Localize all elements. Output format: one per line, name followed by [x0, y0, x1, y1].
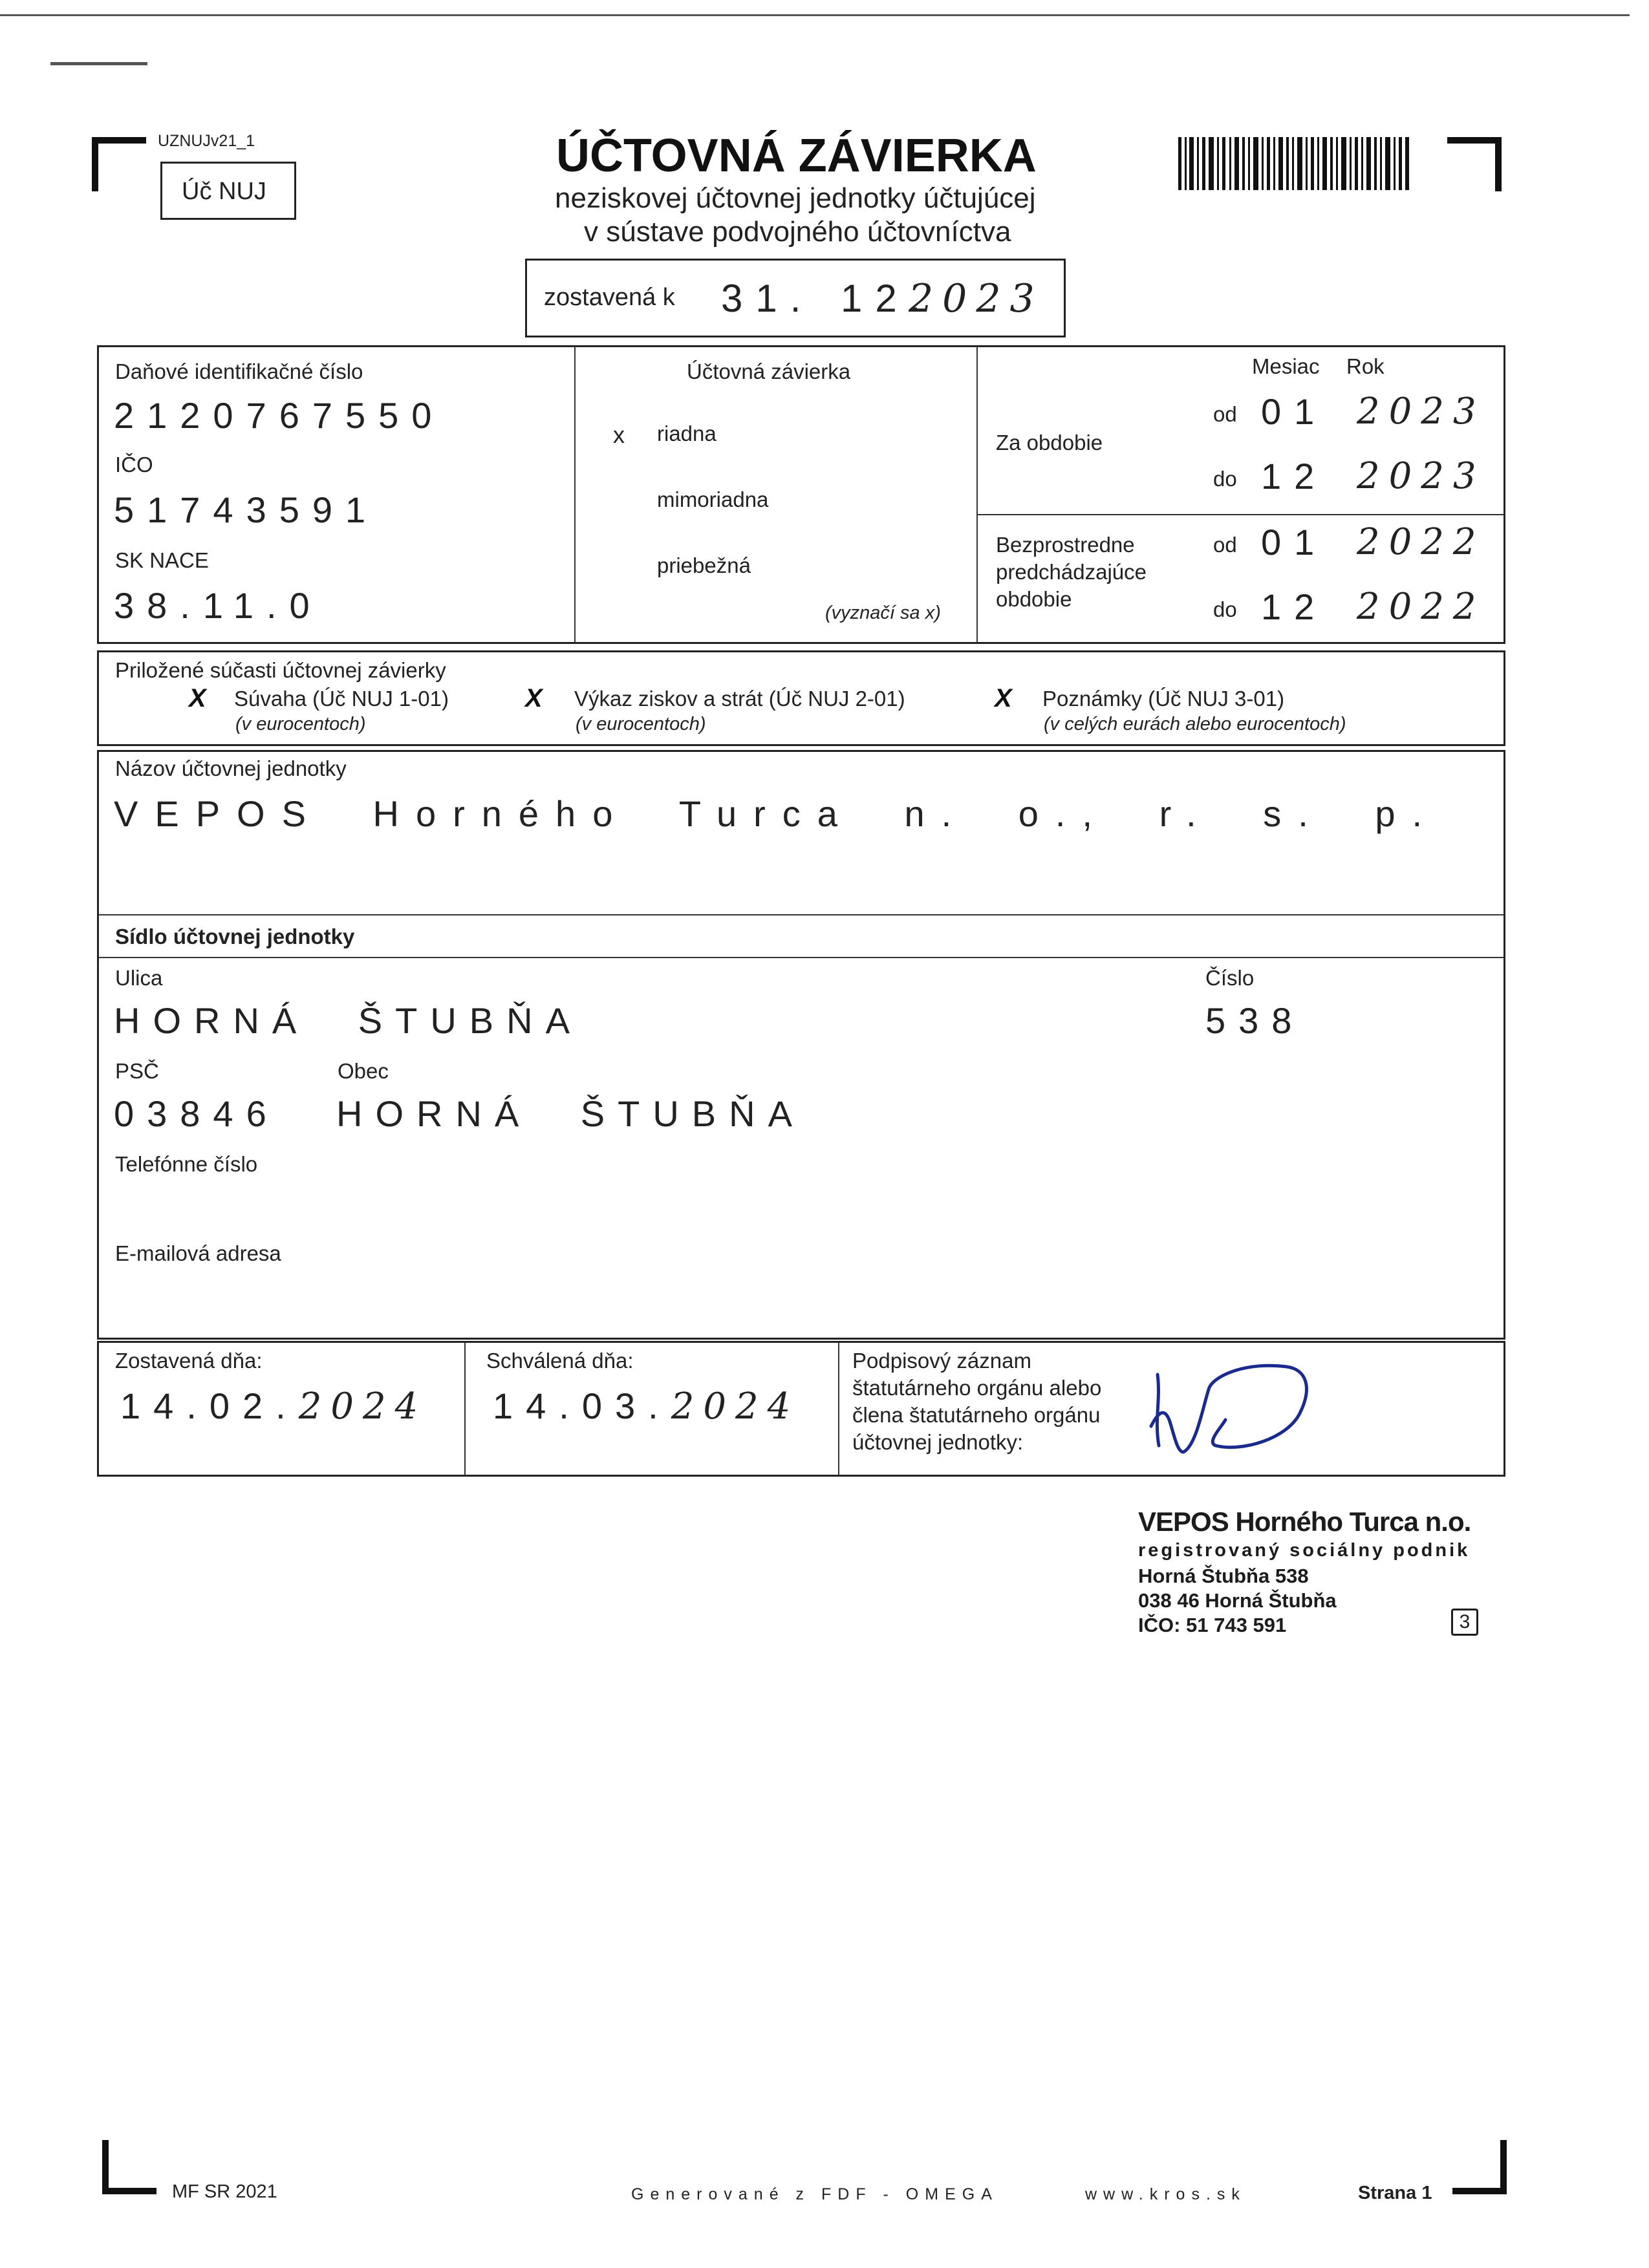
subtitle-2: v sústave podvojného účtovníctva [584, 216, 1011, 248]
previous-from-label: od [1213, 533, 1237, 557]
signature-label-3: člena štatutárneho orgánu [852, 1403, 1101, 1427]
current-from-year: 2023 [1357, 390, 1485, 433]
signature-label-4: účtovnej jednotky: [852, 1430, 1024, 1454]
compiled-to-label: zostavená k [544, 284, 675, 311]
email-label: E-mailová adresa [115, 1241, 281, 1265]
street-label: Ulica [115, 966, 163, 990]
signature-label-1: Podpisový záznam [852, 1349, 1031, 1373]
current-to-month: 12 [1261, 456, 1328, 497]
footer-generated: Generované z FDF - OMEGA [631, 2185, 998, 2203]
balance-sheet-note: (v eurocentoch) [235, 714, 366, 734]
nace-value: 38.11.0 [114, 585, 323, 626]
subtitle-1: neziskovej účtovnej jednotky účtujúcej [555, 182, 1036, 214]
form-short: Úč NUJ [182, 178, 266, 205]
number-value: 538 [1205, 1000, 1305, 1041]
footer-website: www.kros.sk [1085, 2185, 1246, 2203]
compiled-to-day: 31. [721, 277, 814, 320]
notes-label: Poznámky (Úč NUJ 3-01) [1042, 687, 1285, 711]
seat-heading: Sídlo účtovnej jednotky [115, 925, 355, 948]
balance-sheet-mark[interactable]: X [189, 684, 206, 712]
nace-label: SK NACE [115, 548, 209, 572]
footer-page: Strana 1 [1358, 2183, 1432, 2203]
closure-type-heading: Účtovná závierka [687, 359, 851, 383]
previous-period-label-3: obdobie [996, 587, 1072, 611]
city-value: HORNÁ ŠTUBŇA [336, 1093, 805, 1134]
compiled-to-box [525, 259, 1066, 337]
balance-sheet-label: Súvaha (Úč NUJ 1-01) [234, 687, 449, 711]
compiled-date-dm: 14.02. [120, 1385, 299, 1426]
psc-value: 03846 [114, 1093, 279, 1134]
approved-date-dm: 14.03. [493, 1385, 671, 1426]
scan-edge-line [0, 14, 1630, 16]
income-statement-note: (v eurocentoch) [576, 714, 706, 734]
compiled-date-year: 2024 [298, 1385, 427, 1428]
company-stamp [1138, 1506, 1500, 1649]
stamp-line-2: registrovaný sociálny podnik [1138, 1540, 1471, 1561]
stamp-line-3: Horná Štubňa 538 [1138, 1565, 1309, 1587]
entity-section [97, 750, 1505, 1340]
page-title: ÚČTOVNÁ ZÁVIERKA [556, 130, 1037, 182]
stamp-number: 3 [1459, 1611, 1471, 1632]
previous-period-label-1: Bezprostredne [996, 533, 1135, 557]
phone-label: Telefónne číslo [115, 1152, 258, 1176]
month-header: Mesiac [1252, 354, 1320, 378]
compiled-date-label: Zostavená dňa: [115, 1349, 263, 1373]
compiled-to-year-text: 2023 [909, 276, 1044, 321]
income-statement-mark[interactable]: X [525, 684, 543, 712]
current-from-month: 01 [1261, 391, 1328, 432]
stamp-number-box [1451, 1609, 1478, 1636]
current-from-label: od [1213, 402, 1237, 426]
extraordinary-option-label: mimoriadna [657, 487, 769, 511]
ico-value: 51743591 [114, 489, 379, 530]
footer-left: MF SR 2021 [172, 2181, 277, 2202]
approved-date-year: 2024 [671, 1385, 800, 1428]
attachments-heading: Priložené súčasti účtovnej závierky [115, 658, 446, 682]
dic-value: 2120767550 [114, 395, 445, 436]
city-label: Obec [338, 1059, 389, 1083]
approved-date-value [493, 1385, 799, 1428]
barcode [1178, 137, 1411, 190]
stamp-line-4: 038 46 Horná Štubňa [1138, 1589, 1337, 1612]
previous-from-year: 2022 [1357, 521, 1485, 563]
interim-option-label: priebežná [657, 553, 751, 577]
compiled-to-month: 12. [841, 277, 934, 320]
form-short-box [160, 162, 296, 220]
previous-to-month: 12 [1261, 586, 1328, 627]
previous-from-month: 01 [1261, 522, 1328, 562]
street-value: HORNÁ ŠTUBŇA [114, 1000, 583, 1041]
income-statement-label: Výkaz ziskov a strát (Úč NUJ 2-01) [574, 687, 905, 711]
psc-label: PSČ [115, 1059, 159, 1083]
previous-period-label-2: predchádzajúce [996, 560, 1147, 584]
dic-label: Daňové identifikačné číslo [115, 359, 363, 383]
signature-label-2: štatutárneho orgánu alebo [852, 1376, 1102, 1400]
year-header: Rok [1346, 354, 1385, 378]
compiled-date-value [120, 1385, 427, 1428]
regular-checkbox-mark[interactable]: x [613, 422, 625, 448]
notes-mark[interactable]: X [995, 684, 1012, 712]
stamp-line-1: VEPOS Horného Turca n.o. [1138, 1506, 1471, 1537]
number-label: Číslo [1205, 966, 1255, 990]
current-to-label: do [1213, 467, 1237, 491]
compiled-to-year [909, 276, 1044, 321]
signature-scribble [1145, 1349, 1326, 1465]
scan-edge-mark [50, 62, 147, 65]
current-period-label: Za obdobie [996, 431, 1103, 455]
ico-label: IČO [115, 453, 153, 476]
previous-to-year: 2022 [1357, 586, 1485, 628]
form-code: UZNUJv21_1 [158, 132, 255, 150]
entity-name-label: Názov účtovnej jednotky [115, 756, 347, 780]
entity-name-value: VEPOS Horného Turca n. o., r. s. p. [114, 793, 1439, 834]
approved-date-label: Schválená dňa: [486, 1349, 634, 1373]
regular-option-label: riadna [657, 422, 717, 445]
notes-note: (v celých eurách alebo eurocentoch) [1044, 714, 1346, 734]
stamp-line-5: IČO: 51 743 591 [1138, 1614, 1287, 1636]
previous-to-label: do [1213, 597, 1237, 621]
current-to-year: 2023 [1357, 455, 1485, 497]
closure-type-note: (vyznačí sa x) [825, 603, 941, 623]
